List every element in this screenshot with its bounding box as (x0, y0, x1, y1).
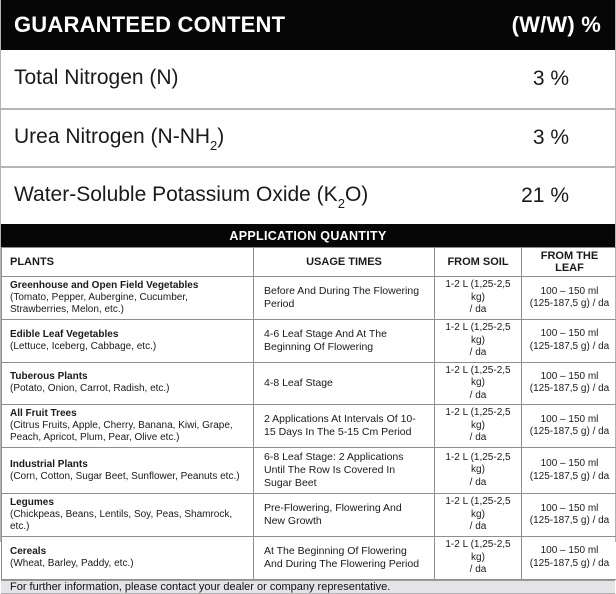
application-quantity-header (1, 224, 615, 247)
usage-times-cell: Before And During The Flowering Period (254, 277, 435, 320)
soil-dose-unit: / da (438, 521, 518, 534)
plants-cell (2, 537, 254, 580)
nutrient-label-text: Total Nitrogen (N) (14, 66, 179, 89)
from-soil-cell (435, 320, 522, 363)
from-soil-cell (435, 448, 522, 494)
soil-dose: 1-2 L (1,25-2,5 kg) (438, 539, 518, 564)
usage-times-cell: 6-8 Leaf Stage: 2 Applications Until The Row Is Covered In Sugar Beet (254, 448, 435, 494)
soil-dose-unit: / da (438, 304, 518, 317)
column-header-usage-times: USAGE TIMES (254, 248, 435, 277)
plant-group-name: Cereals (10, 546, 245, 558)
from-leaf-cell (522, 405, 616, 448)
soil-dose-unit: / da (438, 347, 518, 360)
usage-times-cell: At The Beginning Of Flowering And During The Flowering Period (254, 537, 435, 580)
footer-note (1, 580, 615, 594)
nutrient-label (14, 125, 224, 151)
from-soil-cell (435, 405, 522, 448)
soil-dose-unit: / da (438, 477, 518, 490)
leaf-dose-unit: (125-187,5 g) / da (525, 341, 614, 354)
table-row (2, 494, 616, 537)
application-quantity-title: APPLICATION QUANTITY (229, 229, 386, 243)
table-row (2, 362, 616, 405)
nutrient-label-subscript: 2 (210, 138, 217, 153)
soil-dose: 1-2 L (1,25-2,5 kg) (438, 279, 518, 304)
plant-group-name: All Fruit Trees (10, 408, 245, 420)
plant-group-name: Greenhouse and Open Field Vegetables (10, 280, 245, 292)
leaf-dose: 100 – 150 ml (525, 458, 614, 471)
soil-dose: 1-2 L (1,25-2,5 kg) (438, 365, 518, 390)
plant-group-name: Tuberous Plants (10, 371, 245, 383)
soil-dose-unit: / da (438, 390, 518, 403)
from-soil-cell (435, 277, 522, 320)
leaf-dose-unit: (125-187,5 g) / da (525, 558, 614, 571)
table-row (2, 320, 616, 363)
usage-times-cell: 2 Applications At Intervals Of 10-15 Days In The 5-15 Cm Period (254, 405, 435, 448)
leaf-dose-unit: (125-187,5 g) / da (525, 515, 614, 528)
nutrient-label-suffix: O) (345, 183, 368, 206)
nutrient-label-text: Water-Soluble Potassium Oxide (K (14, 183, 338, 206)
column-header-plants: PLANTS (2, 248, 254, 277)
guaranteed-content-title: GUARANTEED CONTENT (14, 12, 285, 38)
from-soil-cell (435, 362, 522, 405)
plant-varieties: (Potato, Onion, Carrot, Radish, etc.) (10, 383, 245, 395)
soil-dose: 1-2 L (1,25-2,5 kg) (438, 407, 518, 432)
leaf-dose-unit: (125-187,5 g) / da (525, 298, 614, 311)
guaranteed-content-header (1, 0, 615, 50)
nutrient-label (14, 66, 179, 92)
soil-dose: 1-2 L (1,25-2,5 kg) (438, 452, 518, 477)
table-row (2, 448, 616, 494)
table-header-row (2, 248, 616, 277)
usage-times-cell: 4-6 Leaf Stage And At The Beginning Of Flowering (254, 320, 435, 363)
application-quantity-table (1, 247, 616, 580)
soil-dose: 1-2 L (1,25-2,5 kg) (438, 322, 518, 347)
plant-group-name: Industrial Plants (10, 459, 245, 471)
from-soil-cell (435, 537, 522, 580)
leaf-dose-unit: (125-187,5 g) / da (525, 426, 614, 439)
plant-varieties: (Chickpeas, Beans, Lentils, Soy, Peas, Shamrock, etc.) (10, 509, 245, 533)
leaf-dose: 100 – 150 ml (525, 503, 614, 516)
soil-dose-unit: / da (438, 432, 518, 445)
leaf-dose: 100 – 150 ml (525, 286, 614, 299)
plant-varieties: (Lettuce, Iceberg, Cabbage, etc.) (10, 341, 245, 353)
plants-cell (2, 320, 254, 363)
nutrient-row-total-nitrogen (1, 50, 615, 108)
from-soil-cell (435, 494, 522, 537)
nutrient-label-subscript: 2 (338, 196, 345, 211)
nutrient-label-suffix: ) (217, 125, 224, 148)
leaf-dose: 100 – 150 ml (525, 371, 614, 384)
nutrient-value: 3 % (533, 67, 569, 91)
from-leaf-cell (522, 448, 616, 494)
leaf-dose: 100 – 150 ml (525, 545, 614, 558)
leaf-dose: 100 – 150 ml (525, 414, 614, 427)
from-leaf-cell (522, 494, 616, 537)
nutrient-row-urea-nitrogen (1, 108, 615, 166)
plant-group-name: Legumes (10, 497, 245, 509)
usage-times-cell: 4-8 Leaf Stage (254, 362, 435, 405)
plant-group-name: Edible Leaf Vegetables (10, 329, 245, 341)
from-leaf-cell (522, 320, 616, 363)
plant-varieties: (Corn, Cotton, Sugar Beet, Sunflower, Peanuts etc.) (10, 471, 245, 483)
plants-cell (2, 448, 254, 494)
from-leaf-cell (522, 537, 616, 580)
ww-percent-unit-label: (W/W) % (512, 12, 601, 38)
table-row (2, 405, 616, 448)
from-leaf-cell (522, 362, 616, 405)
plant-varieties: (Wheat, Barley, Paddy, etc.) (10, 558, 245, 570)
column-header-from-the-leaf: FROM THE LEAF (522, 248, 616, 277)
leaf-dose-unit: (125-187,5 g) / da (525, 471, 614, 484)
nutrient-value: 3 % (533, 126, 569, 150)
plants-cell (2, 277, 254, 320)
from-leaf-cell (522, 277, 616, 320)
column-header-from-soil: FROM SOIL (435, 248, 522, 277)
usage-times-cell: Pre-Flowering, Flowering And New Growth (254, 494, 435, 537)
plant-varieties: (Citrus Fruits, Apple, Cherry, Banana, Kiwi, Grape, Peach, Apricot, Plum, Pear, Olive etc.) (10, 420, 245, 444)
nutrient-row-potassium-oxide (1, 166, 615, 224)
leaf-dose-unit: (125-187,5 g) / da (525, 383, 614, 396)
plants-cell (2, 405, 254, 448)
table-row (2, 537, 616, 580)
plants-cell (2, 362, 254, 405)
plant-varieties: (Tomato, Pepper, Aubergine, Cucumber, Strawberries, Melon, etc.) (10, 292, 245, 316)
plants-cell (2, 494, 254, 537)
soil-dose: 1-2 L (1,25-2,5 kg) (438, 496, 518, 521)
nutrient-label (14, 183, 368, 209)
nutrient-value: 21 % (521, 184, 569, 208)
table-row (2, 277, 616, 320)
leaf-dose: 100 – 150 ml (525, 328, 614, 341)
nutrient-label-text: Urea Nitrogen (N-NH (14, 125, 210, 148)
footer-note-text: For further information, please contact your dealer or company representative. (10, 581, 390, 593)
soil-dose-unit: / da (438, 564, 518, 577)
